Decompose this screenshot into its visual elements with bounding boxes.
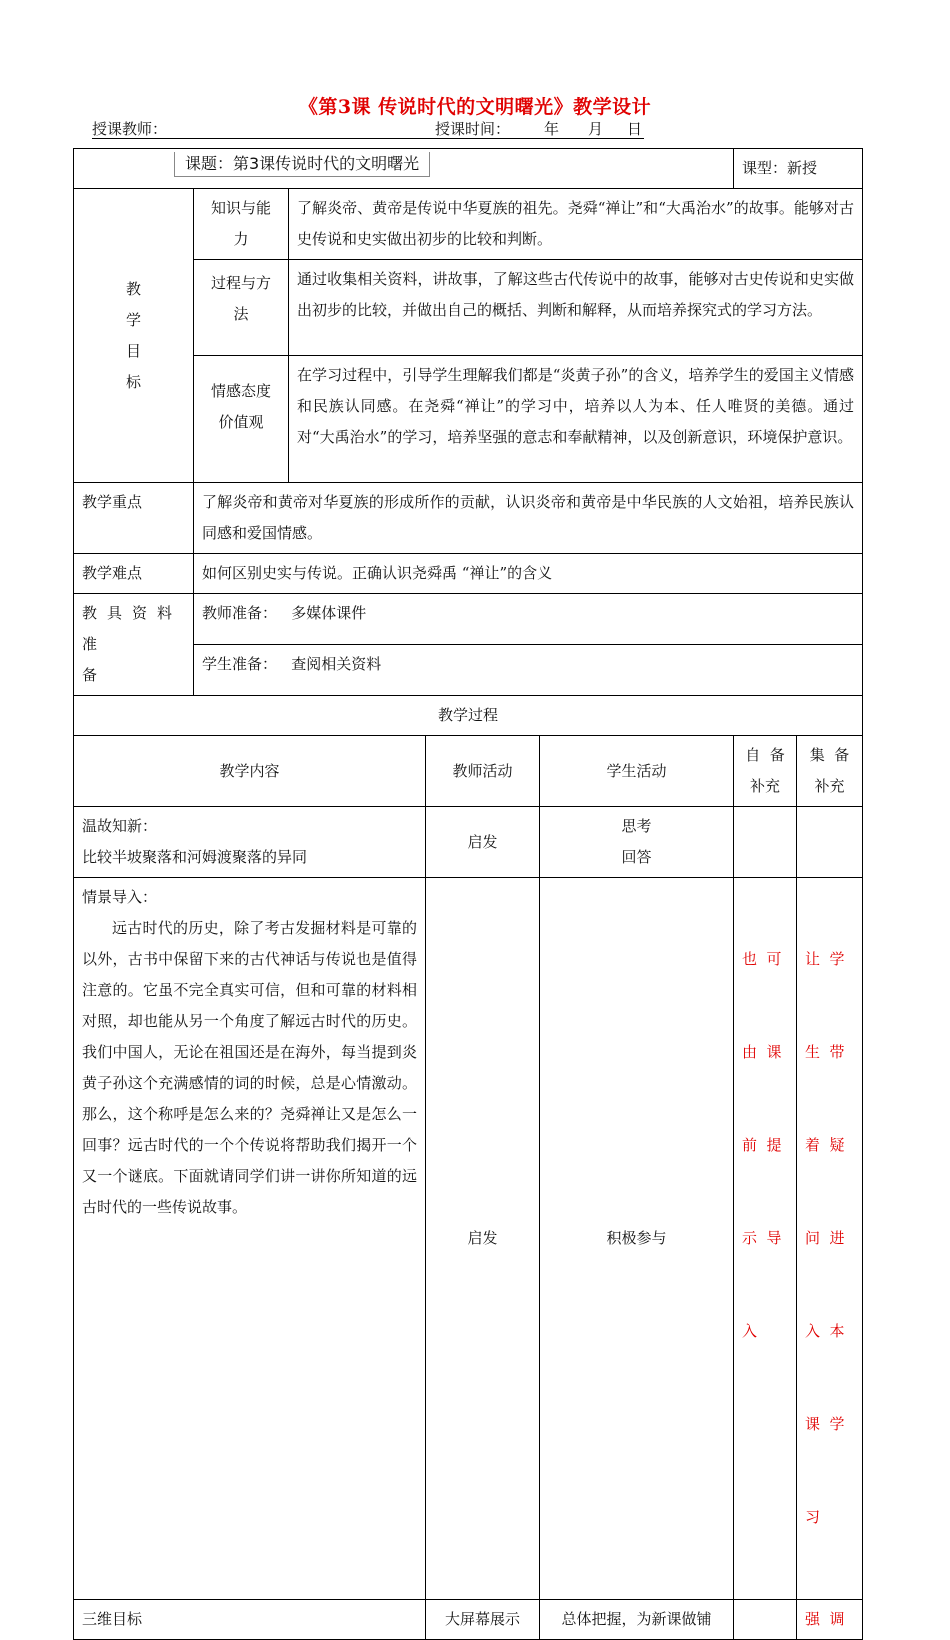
process-row-group-note: 强 调 bbox=[797, 1600, 863, 1640]
materials-label-line: 教具资料准 bbox=[82, 604, 183, 653]
goal-label-line: 力 bbox=[233, 230, 249, 248]
group-note-line: 问 进 bbox=[805, 1229, 845, 1247]
lesson-type: 课型：新授 bbox=[734, 149, 863, 189]
goal-label-emotion bbox=[194, 356, 289, 483]
group-note-line: 让 学 bbox=[805, 950, 845, 968]
group-note-line: 习 bbox=[805, 1508, 821, 1526]
process-row-teacher: 启发 bbox=[426, 807, 540, 878]
process-row-self bbox=[734, 1600, 797, 1640]
content-body: 远古时代的历史，除了考古发掘材料是可靠的以外，古书中保留下来的古代神话与传说也是值得注意的。它虽不完全真实可信，但和可靠的材料相对照，却也能从另一个角度了解远古时代的历史。我们中国人，无论在祖国还是在海外，每当提到炎黄子孙这个充满感情的词的时候，总是心情激动。那么，这个称呼是怎么来的？尧舜禅让又是怎么一回事？远古时代的一个个传说将帮助我们揭开一个又一个谜底。下面就请同学们讲一讲你所知道的远古时代的一些传说故事。 bbox=[82, 919, 417, 1216]
col-content-header: 教学内容 bbox=[74, 736, 426, 807]
difficulties-label: 教学难点 bbox=[74, 554, 194, 594]
process-row-self-note bbox=[734, 878, 797, 1600]
content-line: 比较半坡聚落和河姆渡聚落的异同 bbox=[82, 848, 308, 866]
goal-label-process bbox=[194, 260, 289, 356]
group-note-line: 入 本 bbox=[805, 1322, 845, 1340]
group-note-line: 课 学 bbox=[805, 1415, 845, 1433]
goals-label-char: 标 bbox=[125, 372, 141, 391]
col-teacher-header: 教师活动 bbox=[426, 736, 540, 807]
content-line: 温故知新： bbox=[82, 817, 158, 835]
topic-cell bbox=[74, 149, 734, 189]
col-group-header-line: 集 备 bbox=[809, 746, 850, 764]
content-title: 情景导入： bbox=[82, 888, 158, 906]
goals-label-char: 教 bbox=[125, 279, 141, 298]
goal-content-process: 通过收集相关资料，讲故事，了解这些古代传说中的故事，能够对古史传说和史实做出初步的比较，并做出自己的概括、判断和解释，从而培养探究式的学习方法。 bbox=[289, 260, 863, 356]
process-row-content bbox=[74, 878, 426, 1600]
goal-label-line: 情感态度 bbox=[210, 382, 271, 400]
student-line: 思考 bbox=[621, 817, 652, 835]
col-group-header-line: 补充 bbox=[814, 777, 845, 795]
process-row-teacher: 启发 bbox=[426, 878, 540, 1600]
col-group-header bbox=[797, 736, 863, 807]
process-row-group bbox=[797, 807, 863, 878]
goal-label-line: 过程与方 bbox=[210, 274, 271, 292]
materials-teacher: 教师准备： 多媒体课件 bbox=[194, 594, 863, 645]
lesson-plan-table bbox=[73, 148, 863, 1640]
goal-label-line: 知识与能 bbox=[210, 199, 271, 217]
self-note-line: 入 bbox=[742, 1322, 758, 1340]
process-row-teacher: 大屏幕展示 bbox=[426, 1600, 540, 1640]
self-note-line: 前 提 bbox=[742, 1136, 782, 1154]
goal-content-emotion: 在学习过程中，引导学生理解我们都是“炎黄子孙”的含义，培养学生的爱国主义情感和民族认同感。在尧舜“禅让”的学习中，培养以人为本、任人唯贤的美德。通过对“大禹治水”的学习，培养坚强的意志和奉献精神，以及创新意识，环境保护意识。 bbox=[289, 356, 863, 483]
materials-label-line: 备 bbox=[82, 666, 98, 684]
goal-content-knowledge: 了解炎帝、黄帝是传说中华夏族的祖先。尧舜“禅让”和“大禹治水”的故事。能够对古史传说和史实做出初步的比较和判断。 bbox=[289, 189, 863, 260]
goal-label-knowledge bbox=[194, 189, 289, 260]
col-self-header bbox=[734, 736, 797, 807]
process-row-content bbox=[74, 807, 426, 878]
goal-label-line: 法 bbox=[233, 305, 249, 323]
col-student-header: 学生活动 bbox=[540, 736, 734, 807]
group-note-line: 着 疑 bbox=[805, 1136, 845, 1154]
goals-label bbox=[74, 189, 194, 483]
lesson-topic: 课题：第3课传说时代的文明曙光 bbox=[174, 152, 430, 177]
process-row-student: 总体把握，为新课做铺 bbox=[540, 1600, 734, 1640]
process-heading: 教学过程 bbox=[74, 696, 863, 736]
group-note-line: 生 带 bbox=[805, 1043, 845, 1061]
self-note-line: 示 导 bbox=[742, 1229, 782, 1247]
process-row-group-note bbox=[797, 878, 863, 1600]
col-self-header-line: 补充 bbox=[749, 777, 780, 795]
goal-label-line: 价值观 bbox=[218, 413, 264, 431]
teacher-label: 授课教师： bbox=[92, 120, 168, 138]
process-row-self bbox=[734, 807, 797, 878]
day-label: 日 bbox=[627, 120, 643, 138]
month-label: 月 bbox=[588, 120, 604, 138]
materials-label bbox=[74, 594, 194, 696]
key-points-label: 教学重点 bbox=[74, 483, 194, 554]
year-label: 年 bbox=[544, 120, 560, 138]
self-note-line: 也 可 bbox=[742, 950, 782, 968]
difficulties-content: 如何区别史实与传说。正确认识尧舜禹 “禅让”的含义 bbox=[194, 554, 863, 594]
document-title: 《第3课 传说时代的文明曙光》教学设计 bbox=[298, 96, 652, 118]
key-points-content: 了解炎帝和黄帝对华夏族的形成所作的贡献，认识炎帝和黄帝是中华民族的人文始祖，培养民族认同感和爱国情感。 bbox=[194, 483, 863, 554]
process-row-student bbox=[540, 807, 734, 878]
student-line: 回答 bbox=[621, 848, 652, 866]
goals-label-char: 学 bbox=[125, 310, 141, 329]
goals-label-char: 目 bbox=[125, 341, 141, 360]
self-note-line: 由 课 bbox=[742, 1043, 782, 1061]
process-row-content: 三维目标 bbox=[74, 1600, 426, 1640]
time-label: 授课时间： bbox=[435, 120, 511, 138]
header-line bbox=[92, 118, 644, 139]
materials-student: 学生准备： 查阅相关资料 bbox=[194, 645, 863, 696]
col-self-header-line: 自 备 bbox=[745, 746, 785, 764]
process-row-student: 积极参与 bbox=[540, 878, 734, 1600]
